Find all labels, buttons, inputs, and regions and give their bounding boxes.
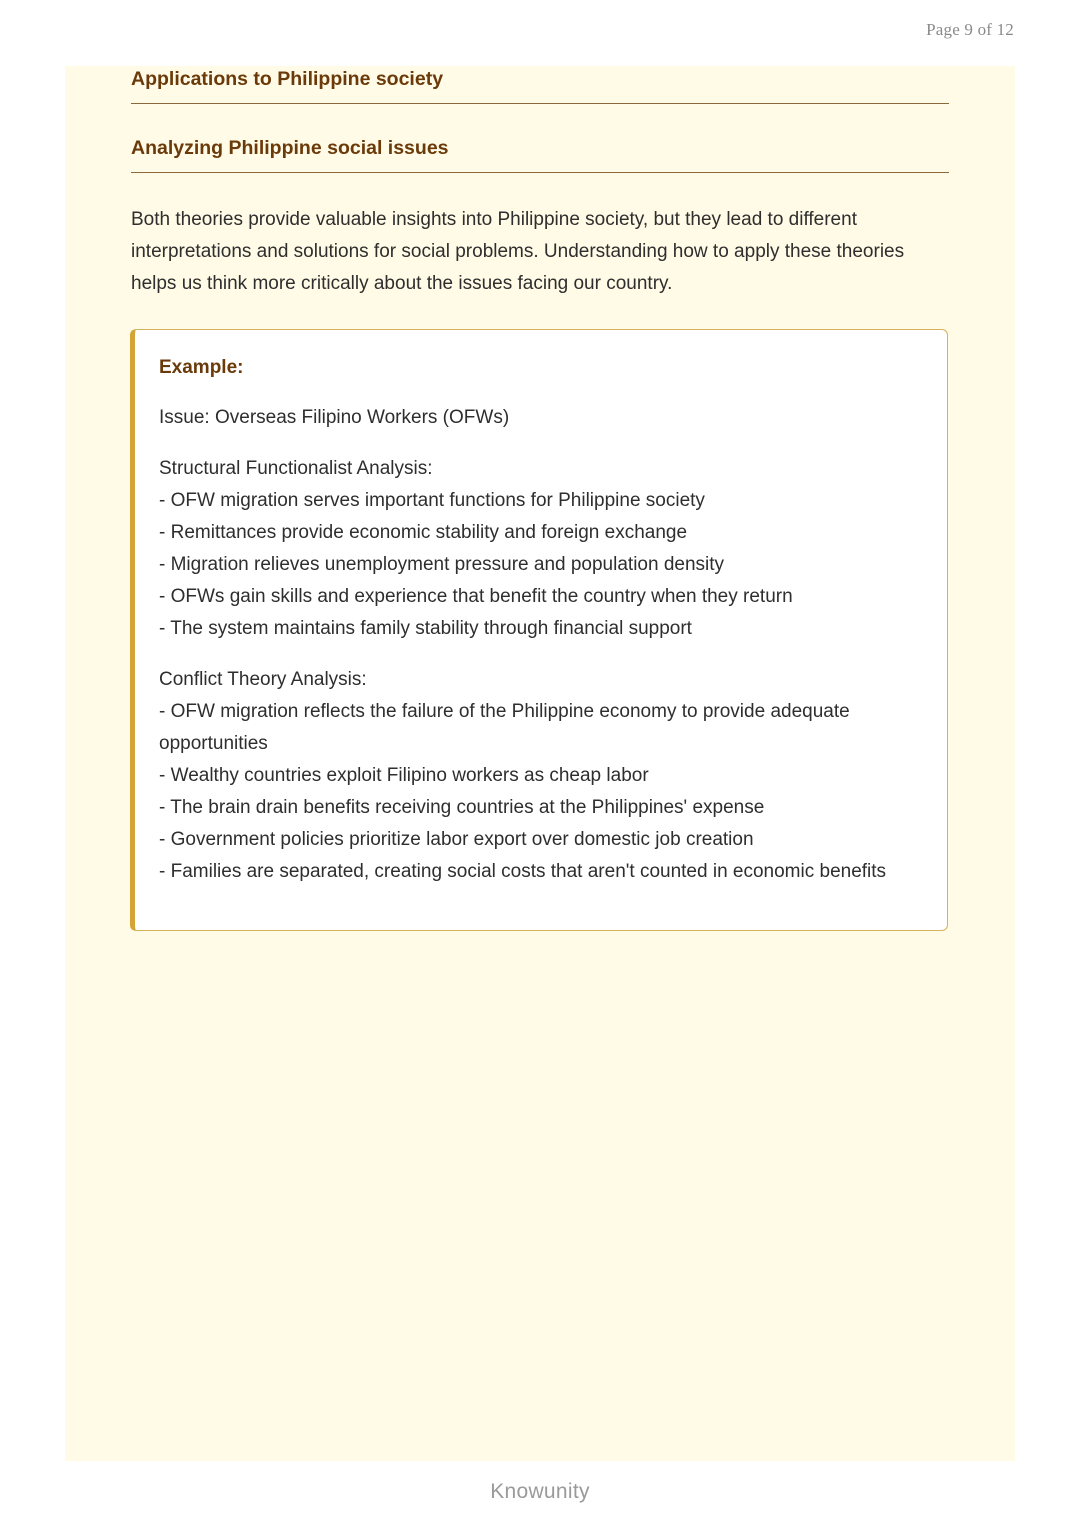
example-label: Example: [159, 357, 244, 378]
document-page [65, 66, 1015, 1461]
conflict-point: - Families are separated, creating social costs that aren't counted in economic benefits [159, 861, 887, 882]
subsection-heading: Analyzing Philippine social issues [131, 134, 949, 173]
conflict-analysis-title: Conflict Theory Analysis: [159, 669, 367, 690]
structural-point: - OFW migration serves important functions for Philippine society [159, 490, 705, 511]
intro-paragraph: Both theories provide valuable insights into Philippine society, but they lead to different interpretations and solutions for social problems. Understanding how to apply these theories helps us think more critically about the issues facing our country. [131, 209, 905, 294]
structural-analysis-list [159, 485, 939, 645]
conflict-point: - Government policies prioritize labor export over domestic job creation [159, 829, 754, 850]
section-heading: Applications to Philippine society [131, 66, 949, 104]
conflict-point: - OFW migration reflects the failure of the Philippine economy to provide adequate opportunities [159, 701, 850, 754]
structural-point: - OFWs gain skills and experience that benefit the country when they return [159, 586, 793, 607]
structural-analysis-title: Structural Functionalist Analysis: [159, 458, 433, 479]
conflict-point: - The brain drain benefits receiving countries at the Philippines' expense [159, 797, 765, 818]
example-issue: Issue: Overseas Filipino Workers (OFWs) [159, 407, 510, 428]
structural-point: - Migration relieves unemployment pressure and population density [159, 554, 725, 575]
conflict-analysis-list [159, 696, 939, 888]
structural-point: - Remittances provide economic stability and foreign exchange [159, 522, 688, 543]
example-content [159, 352, 939, 907]
page-number: Page 9 of 12 [926, 20, 1014, 39]
brand-watermark: Knowunity [490, 1480, 590, 1503]
structural-point: - The system maintains family stability through financial support [159, 618, 692, 639]
example-callout [130, 329, 948, 931]
conflict-point: - Wealthy countries exploit Filipino workers as cheap labor [159, 765, 649, 786]
